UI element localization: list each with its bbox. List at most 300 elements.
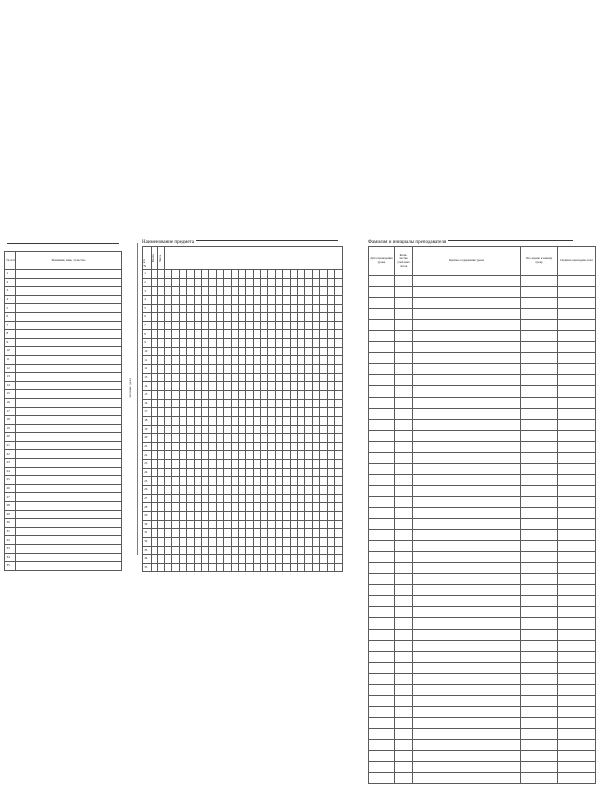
hours-cell[interactable] — [395, 662, 413, 673]
day-cell[interactable] — [158, 330, 165, 339]
mark-cell[interactable] — [283, 537, 290, 546]
student-name-cell[interactable] — [16, 390, 122, 399]
signature-cell[interactable] — [558, 408, 596, 419]
mark-cell[interactable] — [201, 563, 208, 572]
mark-cell[interactable] — [194, 477, 201, 486]
student-name-cell[interactable] — [16, 476, 122, 485]
lesson-date-cell[interactable] — [369, 408, 395, 419]
mark-cell[interactable] — [187, 295, 194, 304]
mark-cell[interactable] — [231, 451, 238, 460]
hours-cell[interactable] — [395, 276, 413, 287]
day-cell[interactable] — [158, 373, 165, 382]
mark-cell[interactable] — [172, 511, 179, 520]
mark-cell[interactable] — [283, 373, 290, 382]
mark-cell[interactable] — [312, 529, 319, 538]
mark-cell[interactable] — [172, 287, 179, 296]
mark-cell[interactable] — [261, 529, 268, 538]
signature-cell[interactable] — [558, 331, 596, 342]
mark-cell[interactable] — [194, 382, 201, 391]
mark-cell[interactable] — [179, 347, 186, 356]
mark-cell[interactable] — [187, 511, 194, 520]
mark-cell[interactable] — [327, 451, 334, 460]
mark-cell[interactable] — [238, 347, 245, 356]
day-cell[interactable] — [158, 425, 165, 434]
mark-cell[interactable] — [238, 399, 245, 408]
mark-cell[interactable] — [201, 390, 208, 399]
lesson-date-cell[interactable] — [369, 574, 395, 585]
mark-cell[interactable] — [165, 330, 172, 339]
mark-cell[interactable] — [224, 365, 231, 374]
mark-cell[interactable] — [201, 477, 208, 486]
mark-cell[interactable] — [194, 321, 201, 330]
student-name-cell[interactable] — [16, 459, 122, 468]
mark-cell[interactable] — [246, 408, 253, 417]
mark-cell[interactable] — [320, 295, 327, 304]
mark-cell[interactable] — [246, 304, 253, 313]
mark-cell[interactable] — [305, 287, 312, 296]
mark-cell[interactable] — [283, 347, 290, 356]
mark-cell[interactable] — [209, 399, 216, 408]
mark-cell[interactable] — [165, 304, 172, 313]
mark-cell[interactable] — [290, 321, 297, 330]
hours-cell[interactable] — [395, 441, 413, 452]
mark-cell[interactable] — [187, 408, 194, 417]
mark-cell[interactable] — [327, 442, 334, 451]
mark-cell[interactable] — [327, 321, 334, 330]
mark-cell[interactable] — [275, 494, 282, 503]
mark-cell[interactable] — [261, 313, 268, 322]
day-cell[interactable] — [158, 546, 165, 555]
day-cell[interactable] — [158, 278, 165, 287]
mark-cell[interactable] — [187, 270, 194, 279]
mark-cell[interactable] — [261, 382, 268, 391]
mark-cell[interactable] — [290, 365, 297, 374]
mark-cell[interactable] — [187, 460, 194, 469]
mark-cell[interactable] — [224, 468, 231, 477]
mark-cell[interactable] — [187, 451, 194, 460]
mark-cell[interactable] — [283, 313, 290, 322]
mark-cell[interactable] — [290, 477, 297, 486]
mark-cell[interactable] — [275, 270, 282, 279]
mark-cell[interactable] — [327, 486, 334, 495]
mark-cell[interactable] — [194, 503, 201, 512]
day-cell[interactable] — [158, 270, 165, 279]
mark-cell[interactable] — [201, 321, 208, 330]
mark-cell[interactable] — [268, 313, 275, 322]
mark-cell[interactable] — [268, 511, 275, 520]
hours-cell[interactable] — [395, 530, 413, 541]
mark-cell[interactable] — [246, 537, 253, 546]
student-name-cell[interactable] — [16, 364, 122, 373]
mark-cell[interactable] — [312, 451, 319, 460]
day-cell[interactable] — [158, 537, 165, 546]
mark-cell[interactable] — [216, 390, 223, 399]
mark-cell[interactable] — [216, 321, 223, 330]
homework-cell[interactable] — [521, 673, 558, 684]
mark-cell[interactable] — [327, 304, 334, 313]
mark-cell[interactable] — [194, 442, 201, 451]
mark-cell[interactable] — [179, 511, 186, 520]
mark-cell[interactable] — [172, 537, 179, 546]
mark-cell[interactable] — [327, 460, 334, 469]
mark-cell[interactable] — [275, 468, 282, 477]
mark-cell[interactable] — [246, 451, 253, 460]
mark-cell[interactable] — [320, 425, 327, 434]
mark-cell[interactable] — [209, 511, 216, 520]
mark-cell[interactable] — [334, 486, 342, 495]
day-cell[interactable] — [158, 287, 165, 296]
lesson-date-cell[interactable] — [369, 309, 395, 320]
signature-cell[interactable] — [558, 662, 596, 673]
homework-cell[interactable] — [521, 762, 558, 773]
mark-cell[interactable] — [268, 365, 275, 374]
mark-cell[interactable] — [165, 399, 172, 408]
mark-cell[interactable] — [253, 287, 260, 296]
mark-cell[interactable] — [201, 511, 208, 520]
mark-cell[interactable] — [334, 399, 342, 408]
mark-cell[interactable] — [290, 494, 297, 503]
hours-cell[interactable] — [395, 375, 413, 386]
mark-cell[interactable] — [290, 382, 297, 391]
signature-cell[interactable] — [558, 386, 596, 397]
signature-cell[interactable] — [558, 474, 596, 485]
mark-cell[interactable] — [283, 321, 290, 330]
mark-cell[interactable] — [187, 546, 194, 555]
homework-cell[interactable] — [521, 651, 558, 662]
mark-cell[interactable] — [238, 555, 245, 564]
mark-cell[interactable] — [320, 339, 327, 348]
mark-cell[interactable] — [209, 270, 216, 279]
mark-cell[interactable] — [172, 347, 179, 356]
mark-cell[interactable] — [253, 365, 260, 374]
mark-cell[interactable] — [172, 382, 179, 391]
mark-cell[interactable] — [201, 339, 208, 348]
mark-cell[interactable] — [231, 477, 238, 486]
mark-cell[interactable] — [253, 399, 260, 408]
mark-cell[interactable] — [165, 503, 172, 512]
mark-cell[interactable] — [283, 278, 290, 287]
mark-cell[interactable] — [298, 373, 305, 382]
mark-cell[interactable] — [194, 460, 201, 469]
homework-cell[interactable] — [521, 485, 558, 496]
mark-cell[interactable] — [209, 537, 216, 546]
day-cell[interactable] — [158, 555, 165, 564]
mark-cell[interactable] — [238, 287, 245, 296]
day-cell[interactable] — [158, 339, 165, 348]
student-name-cell[interactable] — [16, 553, 122, 562]
homework-cell[interactable] — [521, 408, 558, 419]
mark-cell[interactable] — [261, 365, 268, 374]
mark-cell[interactable] — [246, 365, 253, 374]
mark-cell[interactable] — [320, 373, 327, 382]
student-name-cell[interactable] — [16, 321, 122, 330]
lesson-content-cell[interactable] — [413, 331, 521, 342]
mark-cell[interactable] — [231, 537, 238, 546]
mark-cell[interactable] — [268, 295, 275, 304]
mark-cell[interactable] — [268, 416, 275, 425]
mark-cell[interactable] — [187, 373, 194, 382]
day-cell[interactable] — [158, 416, 165, 425]
lesson-date-cell[interactable] — [369, 386, 395, 397]
mark-cell[interactable] — [179, 321, 186, 330]
mark-cell[interactable] — [194, 425, 201, 434]
mark-cell[interactable] — [275, 347, 282, 356]
lesson-content-cell[interactable] — [413, 574, 521, 585]
mark-cell[interactable] — [238, 460, 245, 469]
day-cell[interactable] — [158, 460, 165, 469]
mark-cell[interactable] — [268, 460, 275, 469]
mark-cell[interactable] — [246, 313, 253, 322]
mark-cell[interactable] — [209, 278, 216, 287]
mark-cell[interactable] — [172, 373, 179, 382]
mark-cell[interactable] — [327, 434, 334, 443]
mark-cell[interactable] — [201, 347, 208, 356]
mark-cell[interactable] — [261, 486, 268, 495]
mark-cell[interactable] — [172, 529, 179, 538]
signature-cell[interactable] — [558, 695, 596, 706]
mark-cell[interactable] — [224, 339, 231, 348]
homework-cell[interactable] — [521, 717, 558, 728]
mark-cell[interactable] — [246, 494, 253, 503]
lesson-date-cell[interactable] — [369, 287, 395, 298]
homework-cell[interactable] — [521, 331, 558, 342]
mark-cell[interactable] — [290, 408, 297, 417]
homework-cell[interactable] — [521, 375, 558, 386]
mark-cell[interactable] — [305, 546, 312, 555]
mark-cell[interactable] — [290, 356, 297, 365]
mark-cell[interactable] — [194, 295, 201, 304]
hours-cell[interactable] — [395, 574, 413, 585]
mark-cell[interactable] — [201, 408, 208, 417]
mark-cell[interactable] — [312, 321, 319, 330]
lesson-content-cell[interactable] — [413, 485, 521, 496]
mark-cell[interactable] — [172, 520, 179, 529]
mark-cell[interactable] — [261, 555, 268, 564]
mark-cell[interactable] — [179, 365, 186, 374]
mark-cell[interactable] — [290, 425, 297, 434]
mark-cell[interactable] — [298, 287, 305, 296]
mark-cell[interactable] — [320, 356, 327, 365]
mark-cell[interactable] — [261, 537, 268, 546]
mark-cell[interactable] — [275, 304, 282, 313]
lesson-content-cell[interactable] — [413, 662, 521, 673]
hours-cell[interactable] — [395, 640, 413, 651]
mark-cell[interactable] — [201, 494, 208, 503]
mark-cell[interactable] — [320, 416, 327, 425]
mark-cell[interactable] — [201, 537, 208, 546]
mark-cell[interactable] — [320, 278, 327, 287]
signature-cell[interactable] — [558, 530, 596, 541]
mark-cell[interactable] — [298, 555, 305, 564]
mark-cell[interactable] — [201, 373, 208, 382]
mark-cell[interactable] — [305, 356, 312, 365]
mark-cell[interactable] — [312, 365, 319, 374]
homework-cell[interactable] — [521, 287, 558, 298]
student-name-cell[interactable] — [16, 450, 122, 459]
lesson-date-cell[interactable] — [369, 673, 395, 684]
mark-cell[interactable] — [246, 460, 253, 469]
mark-cell[interactable] — [238, 339, 245, 348]
mark-cell[interactable] — [305, 486, 312, 495]
mark-cell[interactable] — [253, 503, 260, 512]
mark-cell[interactable] — [224, 295, 231, 304]
mark-cell[interactable] — [290, 399, 297, 408]
hours-cell[interactable] — [395, 419, 413, 430]
mark-cell[interactable] — [268, 373, 275, 382]
mark-cell[interactable] — [165, 486, 172, 495]
mark-cell[interactable] — [216, 270, 223, 279]
mark-cell[interactable] — [179, 546, 186, 555]
mark-cell[interactable] — [253, 270, 260, 279]
mark-cell[interactable] — [253, 295, 260, 304]
mark-cell[interactable] — [268, 287, 275, 296]
mark-cell[interactable] — [201, 399, 208, 408]
mark-cell[interactable] — [165, 434, 172, 443]
mark-cell[interactable] — [246, 520, 253, 529]
mark-cell[interactable] — [312, 373, 319, 382]
mark-cell[interactable] — [312, 278, 319, 287]
mark-cell[interactable] — [165, 537, 172, 546]
mark-cell[interactable] — [305, 321, 312, 330]
mark-cell[interactable] — [334, 390, 342, 399]
mark-cell[interactable] — [327, 382, 334, 391]
mark-cell[interactable] — [327, 287, 334, 296]
mark-cell[interactable] — [172, 546, 179, 555]
mark-cell[interactable] — [334, 511, 342, 520]
mark-cell[interactable] — [275, 339, 282, 348]
mark-cell[interactable] — [320, 451, 327, 460]
homework-cell[interactable] — [521, 342, 558, 353]
mark-cell[interactable] — [209, 434, 216, 443]
mark-cell[interactable] — [187, 347, 194, 356]
signature-cell[interactable] — [558, 673, 596, 684]
lesson-content-cell[interactable] — [413, 441, 521, 452]
lesson-content-cell[interactable] — [413, 739, 521, 750]
mark-cell[interactable] — [268, 390, 275, 399]
mark-cell[interactable] — [165, 442, 172, 451]
mark-cell[interactable] — [253, 460, 260, 469]
signature-cell[interactable] — [558, 430, 596, 441]
mark-cell[interactable] — [165, 416, 172, 425]
mark-cell[interactable] — [298, 486, 305, 495]
mark-cell[interactable] — [165, 451, 172, 460]
hours-cell[interactable] — [395, 519, 413, 530]
lesson-content-cell[interactable] — [413, 530, 521, 541]
mark-cell[interactable] — [172, 399, 179, 408]
mark-cell[interactable] — [268, 442, 275, 451]
mark-cell[interactable] — [327, 390, 334, 399]
lesson-date-cell[interactable] — [369, 640, 395, 651]
mark-cell[interactable] — [246, 434, 253, 443]
mark-cell[interactable] — [305, 339, 312, 348]
lesson-content-cell[interactable] — [413, 408, 521, 419]
mark-cell[interactable] — [298, 460, 305, 469]
mark-cell[interactable] — [275, 555, 282, 564]
mark-cell[interactable] — [216, 373, 223, 382]
mark-cell[interactable] — [275, 313, 282, 322]
mark-cell[interactable] — [231, 270, 238, 279]
mark-cell[interactable] — [283, 425, 290, 434]
mark-cell[interactable] — [275, 416, 282, 425]
mark-cell[interactable] — [305, 416, 312, 425]
mark-cell[interactable] — [201, 451, 208, 460]
mark-cell[interactable] — [305, 494, 312, 503]
mark-cell[interactable] — [224, 520, 231, 529]
mark-cell[interactable] — [275, 486, 282, 495]
mark-cell[interactable] — [253, 486, 260, 495]
mark-cell[interactable] — [216, 425, 223, 434]
mark-cell[interactable] — [261, 477, 268, 486]
mark-cell[interactable] — [187, 494, 194, 503]
signature-cell[interactable] — [558, 552, 596, 563]
mark-cell[interactable] — [246, 399, 253, 408]
mark-cell[interactable] — [216, 563, 223, 572]
student-name-cell[interactable] — [16, 424, 122, 433]
lesson-content-cell[interactable] — [413, 430, 521, 441]
mark-cell[interactable] — [275, 408, 282, 417]
mark-cell[interactable] — [298, 468, 305, 477]
mark-cell[interactable] — [179, 563, 186, 572]
mark-cell[interactable] — [194, 347, 201, 356]
day-cell[interactable] — [158, 434, 165, 443]
mark-cell[interactable] — [253, 434, 260, 443]
mark-cell[interactable] — [261, 442, 268, 451]
mark-cell[interactable] — [253, 339, 260, 348]
mark-cell[interactable] — [246, 373, 253, 382]
mark-cell[interactable] — [172, 390, 179, 399]
mark-cell[interactable] — [179, 270, 186, 279]
hours-cell[interactable] — [395, 717, 413, 728]
mark-cell[interactable] — [179, 537, 186, 546]
mark-cell[interactable] — [194, 529, 201, 538]
hours-cell[interactable] — [395, 386, 413, 397]
hours-cell[interactable] — [395, 684, 413, 695]
mark-cell[interactable] — [290, 460, 297, 469]
mark-cell[interactable] — [305, 365, 312, 374]
mark-cell[interactable] — [298, 304, 305, 313]
mark-cell[interactable] — [261, 399, 268, 408]
homework-cell[interactable] — [521, 298, 558, 309]
lesson-content-cell[interactable] — [413, 585, 521, 596]
mark-cell[interactable] — [216, 408, 223, 417]
homework-cell[interactable] — [521, 320, 558, 331]
homework-cell[interactable] — [521, 552, 558, 563]
mark-cell[interactable] — [179, 390, 186, 399]
mark-cell[interactable] — [283, 408, 290, 417]
mark-cell[interactable] — [246, 563, 253, 572]
mark-cell[interactable] — [179, 460, 186, 469]
mark-cell[interactable] — [246, 468, 253, 477]
mark-cell[interactable] — [179, 330, 186, 339]
mark-cell[interactable] — [312, 555, 319, 564]
mark-cell[interactable] — [275, 399, 282, 408]
signature-cell[interactable] — [558, 607, 596, 618]
mark-cell[interactable] — [320, 270, 327, 279]
mark-cell[interactable] — [283, 434, 290, 443]
mark-cell[interactable] — [298, 442, 305, 451]
day-cell[interactable] — [158, 304, 165, 313]
student-name-cell[interactable] — [16, 381, 122, 390]
mark-cell[interactable] — [305, 408, 312, 417]
mark-cell[interactable] — [246, 555, 253, 564]
mark-cell[interactable] — [194, 330, 201, 339]
mark-cell[interactable] — [224, 537, 231, 546]
mark-cell[interactable] — [209, 442, 216, 451]
mark-cell[interactable] — [312, 390, 319, 399]
mark-cell[interactable] — [165, 270, 172, 279]
mark-cell[interactable] — [334, 287, 342, 296]
mark-cell[interactable] — [253, 313, 260, 322]
